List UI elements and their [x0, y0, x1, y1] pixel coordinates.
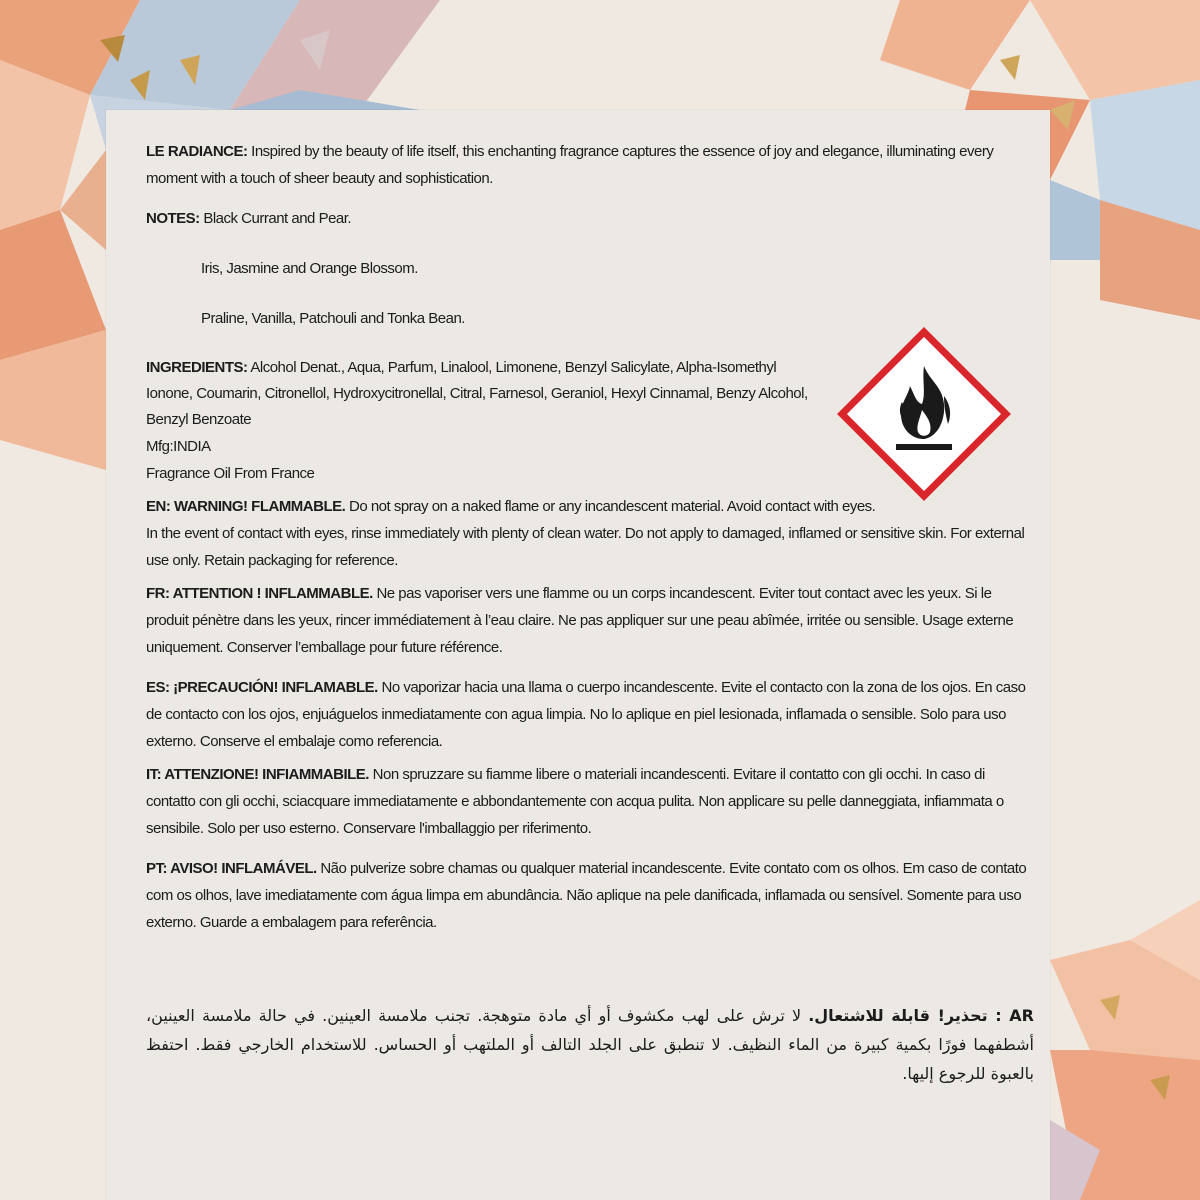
- ingredients-text: Alcohol Denat., Aqua, Parfum, Linalool, Limonene, Benzyl Salicylate, Alpha-Isomethyl Ionone, Coumarin, Citronellol, Hydroxycitronellal, Citral, Farnesol, Geraniol, Hexyl Cinnamal, Benzy Alcohol, Benzyl Benzoate: [146, 359, 808, 428]
- warning-pt-label: PT: AVISO! INFLAMÁVEL.: [146, 860, 317, 877]
- notes-top: Black Currant and Pear.: [199, 210, 352, 227]
- warning-es-text: No vaporizar hacia una llama o cuerpo incandescente. Evite el contacto con la zona de los ojos. En caso de contacto con los ojos, enjuáguelos inmediatamente con agua limpia. No lo aplique en piel lesionada, inflamada o sensible. Solo para uso externo. Conserve el embalaje como referencia.: [146, 679, 1026, 750]
- warning-en-text2: In the event of contact with eyes, rinse immediately with plenty of clean water. Do not apply to damaged, inflamed or sensitive skin. For external use only. Retain packaging for reference.: [146, 525, 1025, 569]
- ingredients-paragraph: [146, 355, 826, 433]
- notes-heart: Iris, Jasmine and Orange Blossom.: [201, 260, 418, 277]
- fragrance-oil-origin: Fragrance Oil From France: [146, 465, 315, 482]
- description-label: LE RADIANCE:: [146, 143, 248, 160]
- bottom-left-flower-decoration: [0, 960, 106, 1120]
- warning-ar-text: لا ترش على لهب مكشوف أو أي مادة متوهجة. تجنب ملامسة العينين. في حالة ملامسة العينين، أشطفهما فورًا بكمية كبيرة من الماء النظيف. لا تنطبق على الجلد التالف أو الملتهب أو الحساس. للاستخدام الخارجي فقط. احتفظ بالعبوة للرجوع إليها.: [146, 1006, 1034, 1083]
- bottom-right-flower-decoration: [1050, 900, 1200, 1200]
- description-text: Inspired by the beauty of life itself, this enchanting fragrance captures the essence of joy and elegance, illuminating every moment with a touch of sheer beauty and sophistication.: [146, 143, 994, 187]
- warning-en-text1: Do not spray on a naked flame or any incandescent material. Avoid contact with eyes.: [345, 498, 876, 515]
- warning-es-label: ES: ¡PRECAUCIÓN! INFLAMABLE.: [146, 679, 378, 696]
- warning-fr: [146, 580, 1036, 661]
- notes-label: NOTES:: [146, 210, 200, 227]
- warning-pt-text: Não pulverize sobre chamas ou qualquer material incandescente. Evite contato com os olhos. Em caso de contato com os olhos, lave imediatamente com água limpa em abundância. Não aplique na pele danificada, inflamada ou sensível. Somente para uso externo. Guarde a embalagem para referência.: [146, 860, 1027, 931]
- ingredients-label: INGREDIENTS:: [146, 359, 248, 376]
- warning-fr-label: FR: ATTENTION ! INFLAMMABLE.: [146, 585, 373, 602]
- warning-ar-label: AR : تحذير! قابلة للاشتعال.: [808, 1006, 1034, 1025]
- warning-it-text: Non spruzzare su fiamme libere o materiali incandescenti. Evitare il contatto con gli occhi. In caso di contatto con gli occhi, sciacquare immediatamente e abbondantemente con acqua pulita. Non applicare su pelle danneggiata, infiammata o sensibile. Solo per uso esterno. Conservare l'imballaggio per riferimento.: [146, 766, 1004, 837]
- warning-en-label: EN: WARNING! FLAMMABLE.: [146, 498, 346, 515]
- manufacturing-origin: Mfg:INDIA: [146, 438, 211, 455]
- label-text-content: [146, 138, 1036, 936]
- notes-top-line: [146, 205, 1036, 232]
- warning-fr-text: Ne pas vaporiser vers une flamme ou un corps incandescent. Eviter tout contact avec les yeux. Si le produit pénètre dans les yeux, rincer immédiatement à l’eau claire. Ne pas appliquer sur une peau abîmée, irritée ou sensible. Usage externe uniquement. Conserver l’emballage pour future référence.: [146, 585, 1014, 656]
- notes-base: Praline, Vanilla, Patchouli and Tonka Bean.: [201, 310, 465, 327]
- warning-it-label: IT: ATTENZIONE! INFIAMMABILE.: [146, 766, 369, 783]
- flammable-icon: [836, 326, 1012, 502]
- warning-pt: [146, 855, 1036, 936]
- warning-ar: [146, 1001, 1034, 1088]
- description-paragraph: [146, 138, 1036, 192]
- warning-it: [146, 761, 1036, 842]
- warning-es: [146, 674, 1036, 755]
